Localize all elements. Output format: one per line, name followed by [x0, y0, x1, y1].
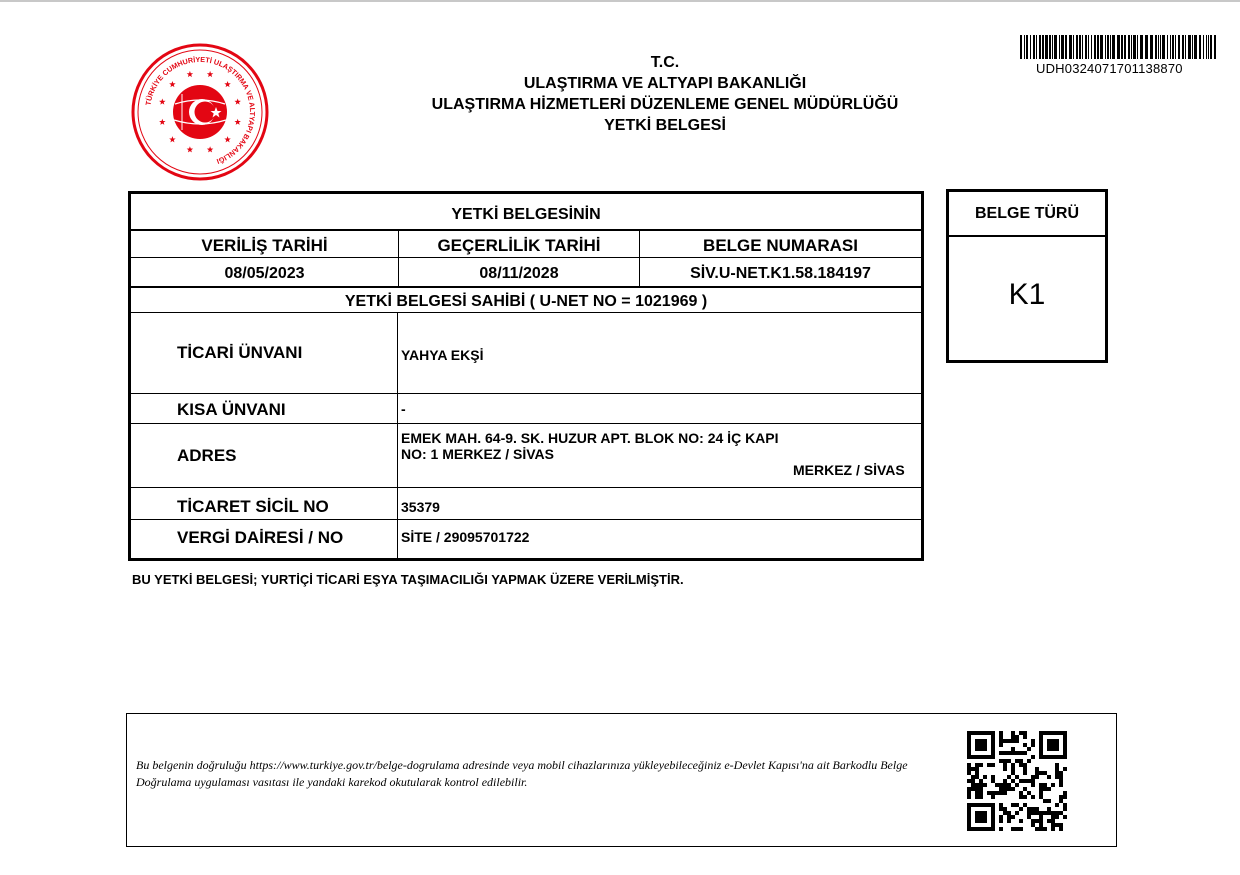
header-tc: T.C. — [650, 54, 680, 71]
short-name-value: - — [401, 401, 406, 417]
verification-text: Bu belgenin doğruluğu https://www.turkiye.gov.tr/belge-dogrulama adresinde veya mobil cihazlarınıza yükleyebileceğiniz e-Devlet Kapısı'na ait Barkodlu Belge Doğrulama uygulaması vasıtası ile yandaki karekod okutularak kontrol edilebilir. — [136, 758, 908, 789]
document-number-value: SİV.U-NET.K1.58.184197 — [690, 265, 871, 282]
document-type-divider — [949, 235, 1105, 237]
document-header — [380, 52, 950, 136]
trade-name-label: TİCARİ ÜNVANI — [177, 343, 303, 362]
address-label: ADRES — [177, 446, 237, 465]
trade-registry-value: 35379 — [401, 499, 440, 515]
ministry-seal-icon — [130, 42, 270, 182]
trade-name-value: YAHYA EKŞİ — [401, 347, 484, 363]
qr-code-icon — [967, 731, 1067, 831]
address-line2: NO: 1 MERKEZ / SİVAS — [401, 446, 554, 462]
document-type-box — [946, 189, 1108, 363]
document-type-value: K1 — [1008, 278, 1046, 311]
issue-date-value: 08/05/2023 — [224, 265, 305, 282]
verification-box — [126, 713, 1117, 847]
barcode-icon — [1020, 35, 1216, 59]
tax-office-value: SİTE / 29095701722 — [401, 529, 530, 545]
trade-registry-label: TİCARET SİCİL NO — [177, 497, 329, 516]
issue-date-header: VERİLİŞ TARİHİ — [201, 236, 328, 255]
validity-date-value: 08/11/2028 — [479, 265, 559, 282]
certificate-title: YETKİ BELGESİNİN — [451, 206, 601, 223]
seal-text: TÜRKİYE CUMHURİYETİ ULAŞTIRMA VE ALTYAPI BAKANLIĞI — [143, 54, 258, 166]
header-directorate: ULAŞTIRMA HİZMETLERİ DÜZENLEME GENEL MÜDÜRLÜĞÜ — [431, 96, 899, 113]
address-city: MERKEZ / SİVAS — [793, 462, 905, 478]
document-number-header: BELGE NUMARASI — [703, 236, 858, 255]
header-ministry: ULAŞTIRMA VE ALTYAPI BAKANLIĞI — [523, 75, 807, 92]
document-type-label: BELGE TÜRÜ — [975, 205, 1079, 222]
holder-title: YETKİ BELGESİ SAHİBİ ( U-NET NO = 1021969 ) — [344, 293, 708, 310]
barcode-number: UDH0324071701138870 — [1036, 61, 1183, 76]
address-line1: EMEK MAH. 64-9. SK. HUZUR APT. BLOK NO: 24 İÇ KAPI — [401, 430, 779, 446]
tax-office-label: VERGİ DAİRESİ / NO — [177, 528, 344, 547]
authorization-note: BU YETKİ BELGESİ; YURTİÇİ TİCARİ EŞYA TAŞIMACILIĞI YAPMAK ÜZERE VERİLMİŞTİR. — [132, 572, 684, 587]
top-rule — [0, 0, 1240, 2]
certificate-table — [128, 191, 924, 561]
short-name-label: KISA ÜNVANI — [177, 400, 286, 419]
validity-date-header: GEÇERLİLİK TARİHİ — [437, 236, 601, 255]
header-document-title: YETKİ BELGESİ — [604, 117, 726, 134]
